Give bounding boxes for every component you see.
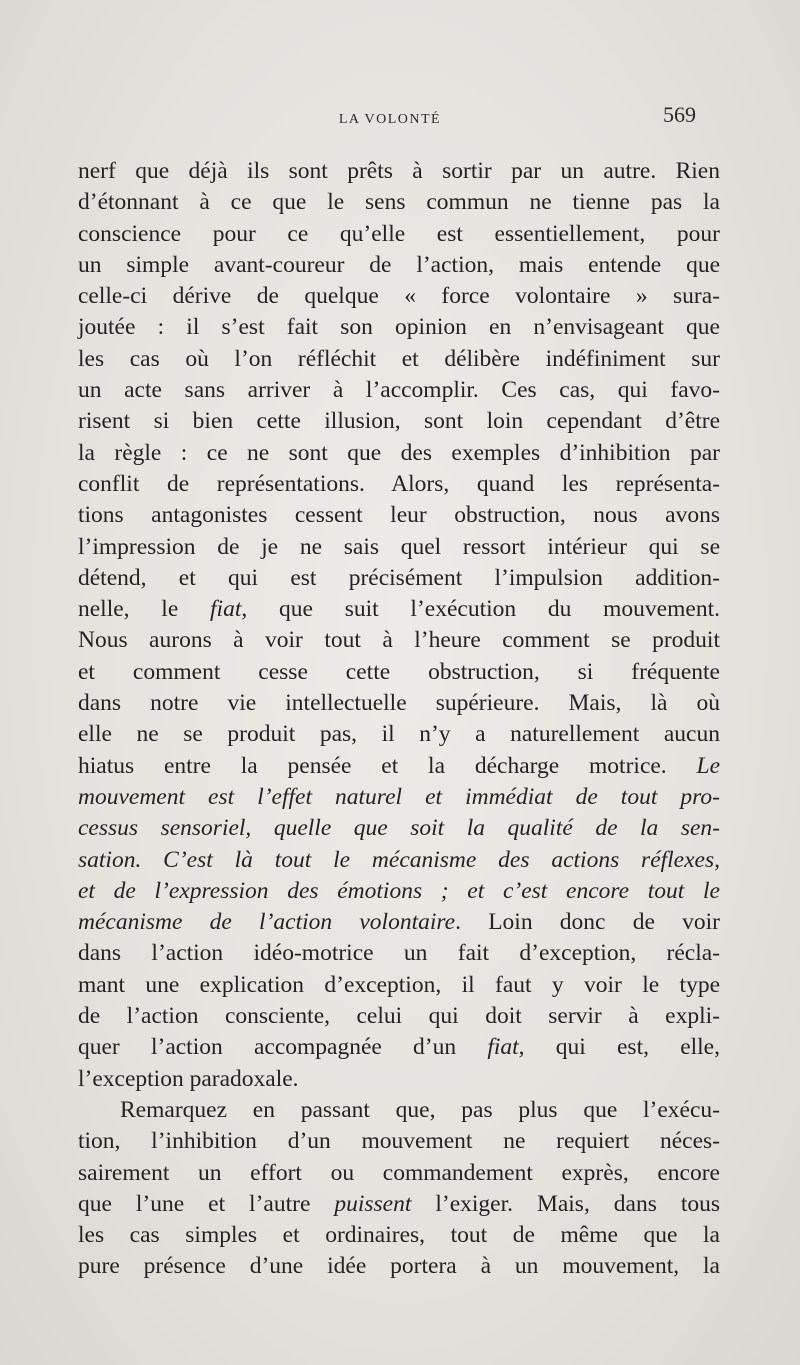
text-line <box>78 719 720 750</box>
text-line <box>78 970 720 1001</box>
italic-text-segment: fiat <box>210 596 242 623</box>
text-segment: . Loin donc de voir <box>455 909 720 936</box>
text-line <box>78 625 720 656</box>
text-line <box>78 876 720 907</box>
text-segment: elle ne se produit pas, il n’y a naturellement aucun <box>78 721 720 748</box>
italic-text-segment: mouvement est l’effet naturel et immédiat de tout pro- <box>78 783 720 810</box>
text-segment: dans l’action idéo-motrice un fait d’exception, récla- <box>78 940 720 967</box>
text-line <box>78 156 720 187</box>
text-segment: l’exception paradoxale. <box>78 1065 299 1092</box>
text-line <box>78 532 720 563</box>
text-line <box>78 657 720 688</box>
text-line <box>78 751 720 782</box>
text-segment: Nous aurons à voir tout à l’heure comment se produit <box>78 627 720 654</box>
text-segment: , que suit l’exécution du mouvement. <box>241 596 720 623</box>
text-line <box>78 1220 720 1251</box>
page-number: 569 <box>663 102 696 127</box>
text-segment: joutée : il s’est fait son opinion en n’envisageant que <box>78 314 720 341</box>
text-line <box>78 1251 720 1282</box>
text-segment: un simple avant-coureur de l’action, mais entende que <box>78 251 720 278</box>
text-line <box>78 250 720 281</box>
text-line <box>78 1032 720 1063</box>
text-segment: quer l’action accompagnée d’un <box>78 1034 488 1061</box>
text-line <box>78 563 720 594</box>
text-line <box>78 907 720 938</box>
text-line <box>78 938 720 969</box>
italic-text-segment: cessus sensoriel, quelle que soit la qualité de la sen- <box>78 815 720 842</box>
text-line <box>78 1064 720 1095</box>
page-header <box>80 98 700 138</box>
text-segment: nerf que déjà ils sont prêts à sortir par un autre. Rien <box>78 158 720 184</box>
text-segment: de l’action consciente, celui qui doit servir à expli- <box>78 1003 720 1030</box>
italic-text-segment: et de l’expression des émotions ; et c’est encore tout le <box>78 877 720 904</box>
text-line <box>78 500 720 531</box>
text-segment: celle-ci dérive de quelque « force volontaire » sura- <box>78 283 720 310</box>
text-segment: détend, et qui est précisément l’impulsion addition- <box>78 564 720 591</box>
text-segment: tions antagonistes cessent leur obstruction, nous avons <box>78 502 720 529</box>
text-line <box>78 1158 720 1189</box>
text-segment: nelle, le <box>78 596 211 623</box>
text-segment: mant une explication d’exception, il faut y voir le type <box>78 971 720 998</box>
text-segment: la règle : ce ne sont que des exemples d’inhibition par <box>78 439 720 466</box>
body-text <box>78 156 720 1283</box>
italic-text-segment: mécanisme de l’action volontaire <box>78 909 456 936</box>
text-segment: Remarquez en passant que, pas plus que l’exécu- <box>120 1096 720 1123</box>
italic-text-segment: fiat <box>487 1034 519 1061</box>
text-segment: l’impression de je ne sais quel ressort intérieur qui se <box>78 533 720 560</box>
text-line <box>78 782 720 813</box>
text-line <box>78 344 720 375</box>
text-line <box>78 281 720 312</box>
text-segment: un acte sans arriver à l’accomplir. Ces cas, qui favo- <box>78 377 720 404</box>
text-line <box>78 813 720 844</box>
text-segment: tion, l’inhibition d’un mouvement ne requiert néces- <box>78 1128 720 1155</box>
text-segment: que l’une et l’autre <box>78 1190 335 1217</box>
text-line <box>78 1126 720 1157</box>
text-segment: les cas où l’on réfléchit et délibère indéfiniment sur <box>78 345 720 372</box>
text-line <box>78 845 720 876</box>
text-line <box>78 406 720 437</box>
text-segment: et comment cesse cette obstruction, si fréquente <box>78 658 720 685</box>
text-line <box>78 219 720 250</box>
text-line <box>78 1001 720 1032</box>
text-segment: sairement un effort ou commandement exprès, encore <box>78 1159 720 1186</box>
italic-text-segment: Le <box>696 752 720 779</box>
text-segment: les cas simples et ordinaires, tout de même que la <box>78 1222 720 1249</box>
italic-text-segment: puissent <box>334 1190 412 1217</box>
text-line <box>78 594 720 625</box>
text-line <box>78 1189 720 1220</box>
text-segment: d’étonnant à ce que le sens commun ne tienne pas la <box>78 189 720 216</box>
text-segment: conscience pour ce qu’elle est essentiellement, pour <box>78 220 720 247</box>
running-title: LA VOLONTÉ <box>338 112 442 127</box>
text-line <box>78 469 720 500</box>
text-segment: l’exiger. Mais, dans tous <box>411 1190 720 1217</box>
text-line <box>78 375 720 406</box>
italic-text-segment: sation. C’est là tout le mécanisme des actions réflexes, <box>78 846 720 873</box>
text-line <box>78 187 720 218</box>
text-segment: pure présence d’une idée portera à un mouvement, la <box>78 1253 720 1280</box>
text-line <box>78 312 720 343</box>
text-segment: , qui est, elle, <box>518 1034 720 1061</box>
text-segment: risent si bien cette illusion, sont loin cependant d’être <box>78 408 720 435</box>
text-line <box>78 688 720 719</box>
text-line <box>78 438 720 469</box>
text-segment: dans notre vie intellectuelle supérieure. Mais, là où <box>78 690 720 717</box>
text-line <box>78 1095 720 1126</box>
text-segment: hiatus entre la pensée et la décharge motrice. <box>78 752 697 779</box>
text-segment: conflit de représentations. Alors, quand les représenta- <box>78 470 720 497</box>
